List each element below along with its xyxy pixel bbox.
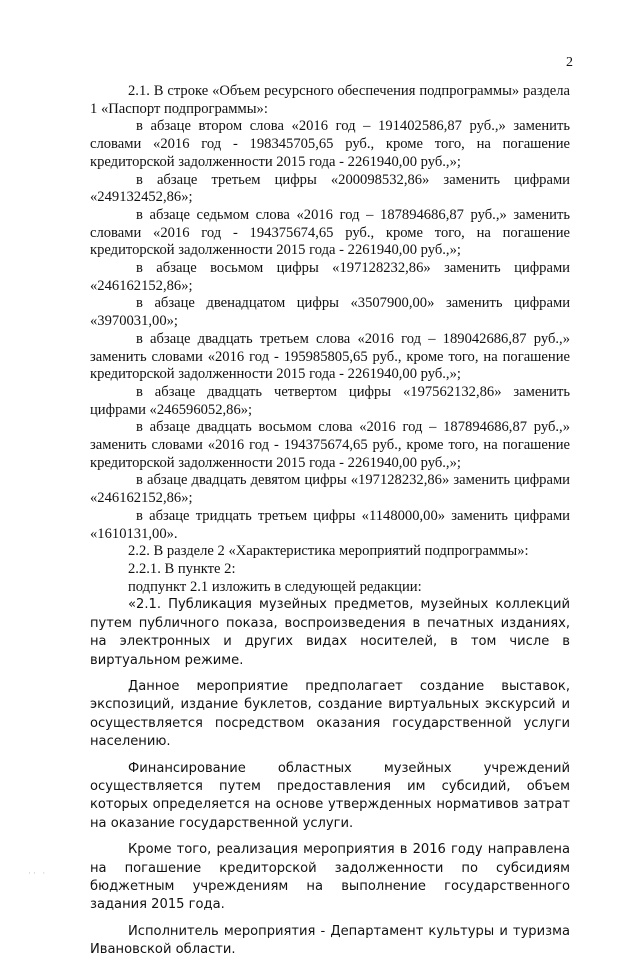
quoted-paragraph-1: «2.1. Публикация музейных предметов, музейных коллекций путем публичного показа, воспроизведения в печатных изданиях, на электронных и других видах носителей, в том числе в виртуальном режиме. [90,597,570,668]
paragraph-abzac-3: в абзаце третьем цифры «200098532,86» заменить цифрами «249132452,86»; [90,171,570,206]
paragraph-2-2-1: 2.2.1. В пункте 2: [128,560,236,577]
document-body [90,83,570,960]
paragraph-abzac-33: в абзаце тридцать третьем цифры «1148000,00» заменить цифрами «1610131,00». [90,507,570,542]
quoted-paragraph-4: Кроме того, реализация мероприятия в 2016 году направлена на погашение кредиторской задолженности по субсидиям бюджетным учреждениям на выполнение государственного задания 2015 года. [90,842,570,913]
paragraph-abzac-23: в абзаце двадцать третьем слова «2016 год – 189042686,87 руб.,» заменить словами «2016 год - 195985805,65 руб., кроме того, на погашение кредиторской задолженности 2015 года - 2261940,00 руб.,»; [90,330,570,383]
paragraph-podpunkt: подпункт 2.1 изложить в следующей редакции: [128,578,422,595]
paragraph-2-2: 2.2. В разделе 2 «Характеристика мероприятий подпрограммы»: [128,543,529,560]
paragraph-abzac-12: в абзаце двенадцатом цифры «3507900,00» заменить цифрами «3970031,00»; [90,295,570,330]
paragraph-abzac-29: в абзаце двадцать девятом цифры «197128232,86» заменить цифрами «246162152,86»; [90,472,570,507]
paragraph-abzac-8: в абзаце восьмом цифры «197128232,86» заменить цифрами «246162152,86»; [90,260,570,294]
paragraph-abzac-7: в абзаце седьмом слова «2016 год – 187894686,87 руб.,» заменить словами «2016 год - 194375674,65 руб., кроме того, на погашение кредиторской задолженности 2015 года - 2261940,00 руб.,»; [90,206,570,259]
paragraph-abzac-28: в абзаце двадцать восьмом слова «2016 год – 187894686,87 руб.,» заменить словами «2016 год - 194375674,65 руб., кроме того, на погашение кредиторской задолженности 2015 года - 2261940,00 руб.,»; [90,419,570,471]
page-number: 2 [566,55,573,70]
paragraph-2-1: 2.1. В строке «Объем ресурсного обеспечения подпрограммы» раздела 1 «Паспорт подпрограммы»: [90,83,570,117]
scan-mark: ·· · [28,868,48,878]
quoted-paragraph-3: Финансирование областных музейных учреждений осуществляется путем предоставления им субсидий, объем которых определяется на основе утвержденных нормативов затрат на оказание государственной услуги. [90,760,570,831]
paragraph-abzac-2: в абзаце втором слова «2016 год – 191402586,87 руб.,» заменить словами «2016 год - 198345705,65 руб., кроме того, на погашение кредиторской задолженности 2015 года - 2261940,00 руб.,»; [90,118,570,170]
paragraph-abzac-24: в абзаце двадцать четвертом цифры «197562132,86» заменить цифрами «246596052,86»; [90,383,570,418]
quoted-paragraph-5: Исполнитель мероприятия - Департамент культуры и туризма Ивановской области. [90,923,570,958]
quoted-paragraph-2: Данное мероприятие предполагает создание выставок, экспозиций, издание буклетов, создание виртуальных экскурсий и осуществляется посредством оказания государственной услуги населению. [90,679,570,750]
